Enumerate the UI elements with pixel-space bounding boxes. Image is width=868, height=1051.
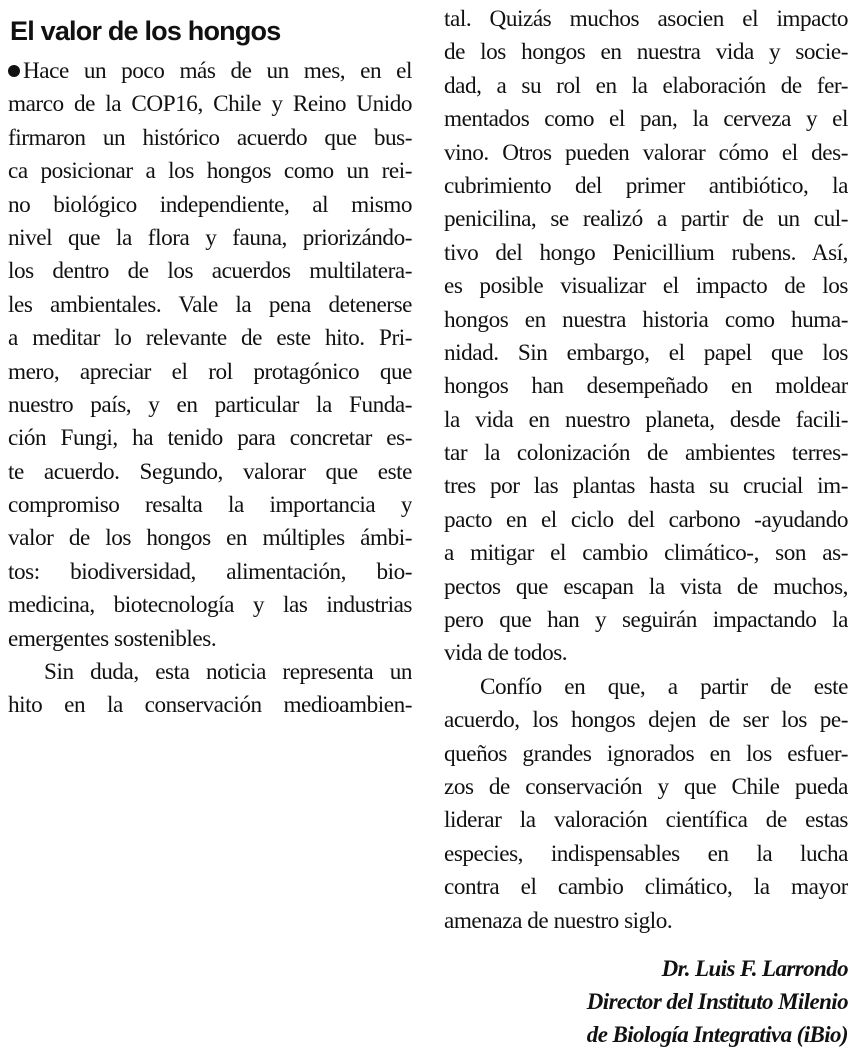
- text-line: te acuerdo. Segundo, valorar que este: [8, 458, 412, 485]
- text-line: a meditar lo relevante de este hito. Pri-: [8, 325, 412, 352]
- text-line: liderar la valoración científica de estas: [444, 807, 848, 834]
- text-line: nidad. Sin embargo, el papel que los: [444, 339, 848, 366]
- text-line: firmaron un histórico acuerdo que bus-: [8, 124, 412, 151]
- text-line: compromiso resalta la importancia y: [8, 492, 412, 519]
- text-line: amenaza de nuestro siglo.: [444, 907, 673, 934]
- text-line: ción Fungi, ha tenido para concretar es-: [8, 425, 412, 452]
- text-line: es posible visualizar el impacto de los: [444, 273, 848, 300]
- text-line: pectos que escapan la vista de muchos,: [444, 573, 848, 600]
- bullet-icon: [8, 65, 20, 77]
- text-line: nivel que la flora y fauna, priorizándo-: [8, 224, 412, 251]
- text-line: tal. Quizás muchos asocien el impacto: [444, 6, 848, 32]
- text-line: pero que han y seguirán impactando la: [444, 607, 848, 634]
- text-line: vino. Otros pueden valorar cómo el des-: [444, 139, 848, 166]
- text-line: tres por las plantas hasta su crucial im-: [444, 473, 848, 500]
- text-line: a mitigar el cambio climático-, son as-: [444, 540, 848, 567]
- left-column: [8, 0, 412, 723]
- right-column-body: [444, 3, 848, 938]
- text-line: dad, a su rol en la elaboración de fer-: [444, 72, 848, 99]
- text-line: ca posicionar a los hongos como un rei-: [8, 158, 412, 185]
- text-line: los dentro de los acuerdos multilatera-: [8, 258, 412, 285]
- text-line: hongos han desempeñado en moldear: [444, 373, 848, 400]
- text-line: tos: biodiversidad, alimentación, bio-: [8, 558, 412, 585]
- signature-institution: de Biología Integrativa (iBio): [586, 1021, 848, 1047]
- text-line: la vida en nuestro planeta, desde facili-: [444, 406, 848, 433]
- text-line: nuestro país, y en particular la Funda-: [8, 391, 412, 418]
- article-title: El valor de los hongos: [10, 16, 281, 46]
- text-line: emergentes sostenibles.: [8, 625, 217, 652]
- text-line: Sin duda, esta noticia representa un: [44, 659, 412, 686]
- right-column: [444, 0, 848, 1051]
- text-line: de los hongos en nuestra vida y socie-: [444, 39, 848, 66]
- signature-name: Dr. Luis F. Larrondo: [661, 955, 848, 981]
- text-line: Confío en que, a partir de este: [480, 673, 848, 700]
- text-line: zos de conservación y que Chile pueda: [444, 773, 848, 800]
- text-line: medicina, biotecnología y las industrias: [8, 592, 412, 619]
- text-line: contra el cambio climático, la mayor: [444, 874, 848, 901]
- left-column-body: [8, 55, 412, 723]
- text-line: vida de todos.: [444, 640, 568, 667]
- text-line: marco de la COP16, Chile y Reino Unido: [8, 91, 412, 118]
- text-line: no biológico independiente, al mismo: [8, 191, 412, 218]
- text-line: penicilina, se realizó a partir de un cul-: [444, 206, 848, 233]
- text-line: acuerdo, los hongos dejen de ser los pe-: [444, 707, 848, 734]
- text-line: Hace un poco más de un mes, en el: [8, 55, 412, 88]
- text-line: hongos en nuestra historia como huma-: [444, 306, 848, 333]
- text-line: les ambientales. Vale la pena detenerse: [8, 291, 412, 318]
- signature-role: Director del Instituto Milenio: [586, 988, 848, 1014]
- text-line: mero, apreciar el rol protagónico que: [8, 358, 412, 385]
- signature-block: [444, 952, 848, 1051]
- text-line: pacto en el ciclo del carbono -ayudando: [444, 506, 848, 533]
- text-line: mentados como el pan, la cerveza y el: [444, 106, 848, 133]
- text-line: tar la colonización de ambientes terres-: [444, 440, 848, 467]
- text-line: hito en la conservación medioambien-: [8, 692, 412, 719]
- text-line: valor de los hongos en múltiples ámbi-: [8, 525, 412, 552]
- text-line: especies, indispensables en la lucha: [444, 840, 848, 867]
- text-line: tivo del hongo Penicillium rubens. Así,: [444, 239, 848, 266]
- text-line: queños grandes ignorados en los esfuer-: [444, 740, 848, 767]
- text-line: cubrimiento del primer antibiótico, la: [444, 172, 848, 199]
